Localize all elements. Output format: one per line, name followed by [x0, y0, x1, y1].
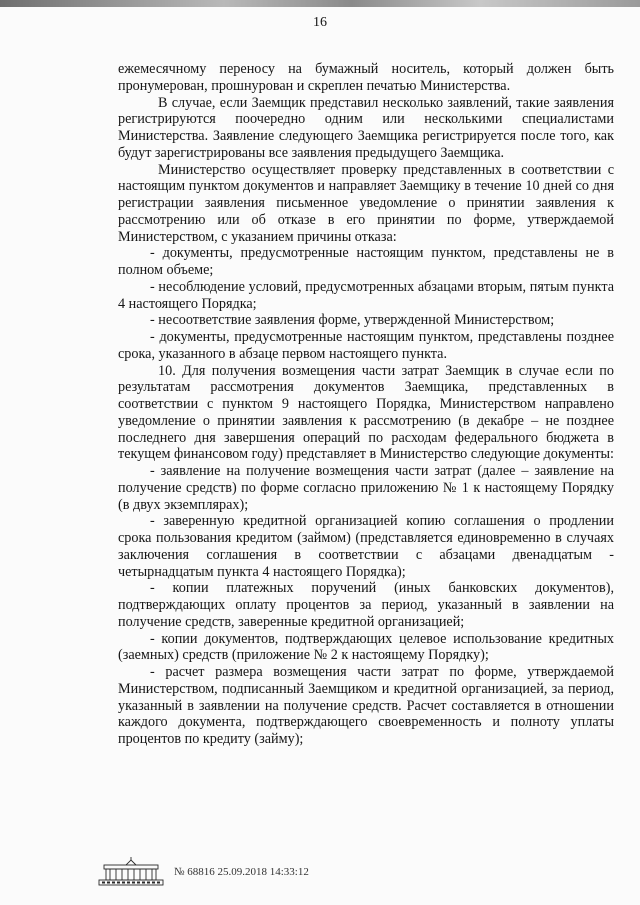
paragraph: Министерство осуществляет проверку представленных в соответствии с настоящим пунктом документов и направляет Заемщику в течение 10 дней со дня регистрации заявления письменное уведомление о принятии заявления к рассмотрению или об отказе в его принятии по форме, утверждаемой Министерством, с указанием причины отказа:	[118, 161, 614, 245]
list-item: - несоответствие заявления форме, утвержденной Министерством;	[150, 312, 555, 329]
page-number: 16	[313, 15, 327, 30]
list-item: - заявление на получение возмещения части затрат (далее – заявление на получение средств) по форме согласно приложению № 1 к настоящему Порядку (в двух экземплярах);	[118, 463, 614, 513]
paragraph: В случае, если Заемщик представил несколько заявлений, такие заявления регистрируются поочередно одним или несколькими специалистами Министерства. Заявление следующего Заемщика регистрируется после того, как будут зарегистрированы все заявления предыдущего Заемщика.	[118, 94, 614, 161]
list-item: - расчет размера возмещения части затрат по форме, утверждаемой Министерством, подписанный Заемщиком и кредитной организацией, за период, указанный в заявлении на получение средств. Расчет составляется в отношении каждого документа, подтверждающего своевременность и полноту уплаты процентов по кредиту (займу);	[118, 664, 614, 747]
document-stamp: № 68816 25.09.2018 14:33:12	[174, 866, 309, 878]
list-item: - копии платежных поручений (иных банковских документов), подтверждающих оплату процентов за период, указанный в заявлении на получение средств, заверенные кредитной организацией;	[118, 580, 614, 630]
scan-edge	[0, 0, 640, 7]
list-item: - документы, предусмотренные настоящим пунктом, представлены позднее срока, указанного в абзаце первом настоящего пункта.	[118, 329, 614, 362]
list-item: - копии документов, подтверждающих целевое использование кредитных (заемных) средств (приложение № 2 к настоящему Порядку);	[118, 630, 614, 664]
list-item: - несоблюдение условий, предусмотренных абзацами вторым, пятым пункта 4 настоящего Порядка;	[118, 278, 614, 312]
ministry-building-emblem-icon	[96, 856, 166, 888]
list-item: - документы, предусмотренные настоящим пунктом, представлены не в полном объеме;	[118, 245, 614, 278]
document-footer	[96, 856, 396, 890]
paragraph: ежемесячному переносу на бумажный носитель, который должен быть пронумерован, прошнурован и скреплен печатью Министерства.	[118, 61, 614, 94]
list-item: - заверенную кредитной организацией копию соглашения о продлении срока пользования кредитом (займом) (представляется единовременно в случаях заключения соглашения в соответствии с абзацами двенадцатым - четырнадцатым пункта 4 настоящего Порядка);	[118, 513, 614, 580]
document-body	[118, 61, 614, 748]
paragraph: 10. Для получения возмещения части затрат Заемщик в случае если по результатам рассмотрения документов Заемщика, представленных в соответствии с пунктом 9 настоящего Порядка, Министерством направлено уведомление о принятии заявления к рассмотрению (в декабре – не позднее последнего дня завершения операций по расходам федерального бюджета в текущем финансовом году) представляет в Министерство следующие документы:	[118, 362, 614, 463]
